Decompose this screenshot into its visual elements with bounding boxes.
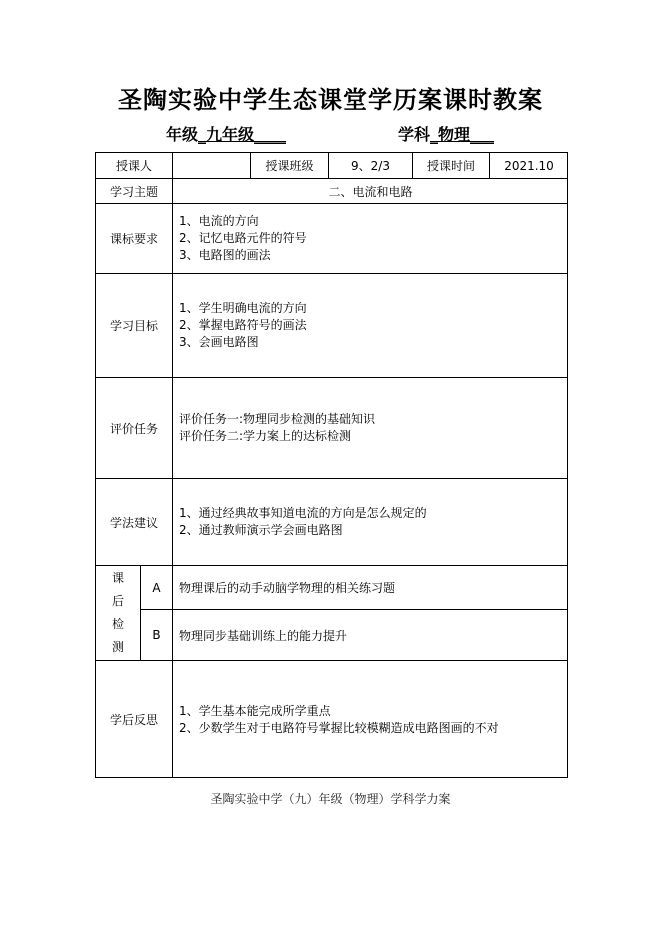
lesson-plan-table — [95, 152, 568, 778]
grade-value: _九年级____ — [198, 125, 287, 144]
post-class-text-a: 物理课后的动手动脑学物理的相关练习题 — [179, 581, 396, 595]
suggestions-item: 2、通过教师演示学会画电路图 — [179, 523, 343, 537]
info-row — [96, 153, 567, 179]
standards-content — [173, 204, 568, 273]
grade-field — [166, 122, 286, 145]
teacher-value — [173, 153, 251, 178]
reflection-item: 1、学生基本能完成所学重点 — [179, 703, 331, 718]
assessment-content — [173, 378, 568, 478]
objectives-content — [173, 274, 568, 377]
topic-row — [96, 179, 567, 204]
standards-row — [96, 204, 567, 274]
post-class-text-b: 物理同步基础训练上的能力提升 — [179, 628, 348, 643]
post-class-row — [96, 566, 567, 661]
objectives-label: 学习目标 — [96, 274, 173, 377]
subject-field — [398, 122, 494, 145]
document-title: 圣陶实验中学生态课堂学历案课时教案 — [118, 85, 543, 114]
suggestions-row — [96, 479, 567, 566]
objectives-row — [96, 274, 567, 378]
standards-item: 2、记忆电路元件的符号 — [179, 231, 307, 245]
reflection-row — [96, 661, 567, 778]
post-class-label-char: 检 — [111, 617, 124, 631]
suggestions-content — [173, 479, 568, 565]
objectives-item: 2、掌握电路符号的画法 — [179, 318, 307, 332]
topic-value: 二、电流和电路 — [328, 184, 413, 199]
post-class-key-b: B — [141, 610, 173, 660]
post-class-key-a: A — [141, 566, 173, 609]
post-class-label-char: 测 — [111, 640, 124, 654]
time-value: 2021.10 — [504, 158, 554, 173]
post-class-label-char: 课 — [111, 571, 124, 585]
post-class-label-char: 后 — [111, 594, 124, 608]
reflection-item: 2、少数学生对于电路符号掌握比较模糊造成电路图画的不对 — [179, 720, 499, 735]
post-class-row-a — [141, 566, 568, 610]
assessment-label: 评价任务 — [96, 378, 173, 478]
assessment-item: 评价任务一:物理同步检测的基础知识 — [179, 412, 376, 426]
standards-label: 课标要求 — [96, 204, 173, 273]
reflection-content — [173, 661, 568, 778]
topic-label: 学习主题 — [96, 179, 173, 203]
objectives-item: 1、学生明确电流的方向 — [179, 301, 307, 315]
standards-item: 3、电路图的画法 — [179, 248, 271, 262]
teacher-label: 授课人 — [96, 153, 173, 178]
class-value: 9、2/3 — [329, 153, 413, 178]
page-footer: 圣陶实验中学（九）年级（物理）学科学力案 — [210, 792, 451, 806]
reflection-label: 学后反思 — [96, 661, 173, 778]
objectives-item: 3、会画电路图 — [179, 335, 259, 349]
suggestions-item: 1、通过经典故事知道电流的方向是怎么规定的 — [179, 506, 427, 520]
grade-label: 年级 — [166, 125, 199, 144]
post-class-row-b — [141, 610, 568, 660]
post-class-label — [96, 566, 141, 660]
assessment-item: 评价任务二:学力案上的达标检测 — [179, 429, 352, 443]
subject-label: 学科 — [398, 125, 431, 144]
class-label: 授课班级 — [251, 153, 329, 178]
standards-item: 1、电流的方向 — [179, 214, 259, 228]
assessment-row — [96, 378, 567, 479]
suggestions-label: 学法建议 — [96, 479, 173, 565]
time-label: 授课时间 — [413, 153, 490, 178]
subject-value: _物理___ — [430, 125, 495, 144]
